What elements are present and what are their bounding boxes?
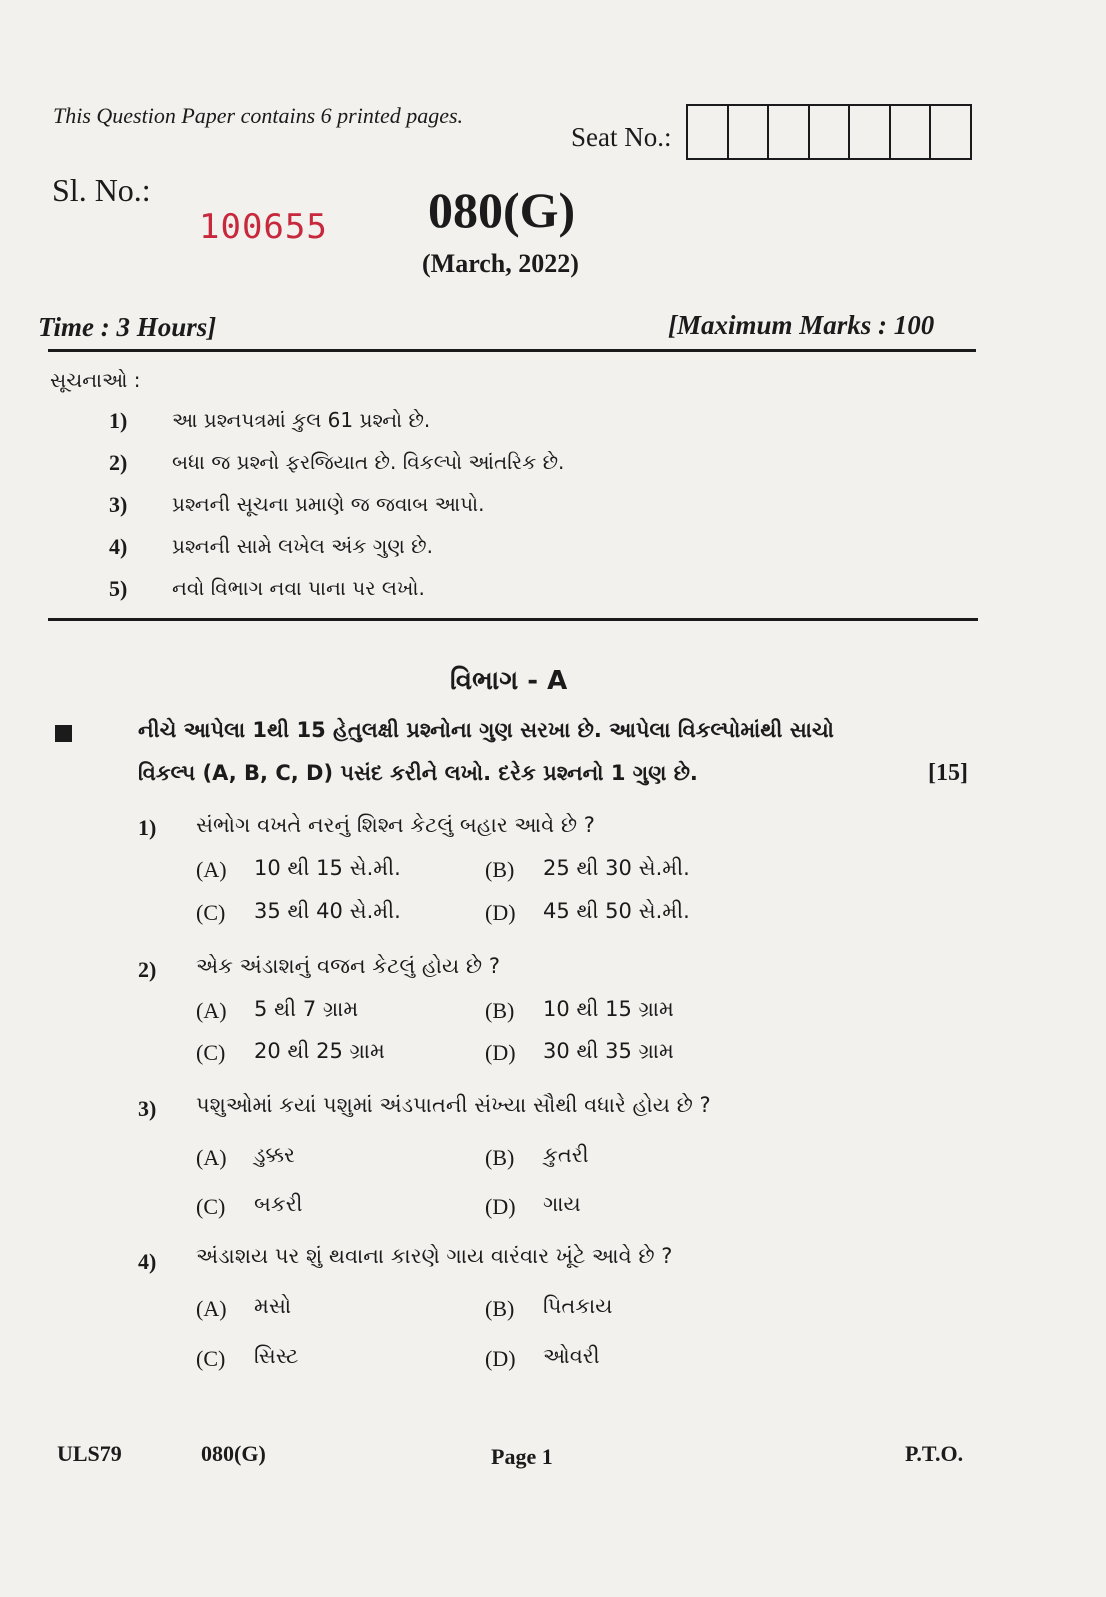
option-text: 30 થી 35 ગ્રામ bbox=[543, 1039, 674, 1063]
option-letter: (A) bbox=[196, 857, 227, 882]
option-text: 45 થી 50 સે.મી. bbox=[543, 899, 690, 923]
footer-paper-code: 080(G) bbox=[201, 1441, 266, 1466]
option-text: ડુક્કર bbox=[254, 1143, 295, 1167]
option-letter: (D) bbox=[485, 1194, 516, 1219]
seat-digit-box bbox=[810, 106, 851, 158]
seat-number-label: Seat No.: bbox=[571, 122, 672, 152]
option-letter: (C) bbox=[196, 1040, 226, 1065]
option-text: ગાય bbox=[543, 1192, 581, 1216]
instruction-text: બધા જ પ્રશ્નો ફરજિયાત છે. વિકલ્પો આંતરિક છે. bbox=[172, 450, 565, 474]
instruction-text: આ પ્રશ્નપત્રમાં કુલ 61 પ્રશ્નો છે. bbox=[172, 408, 431, 432]
option-letter: (D) bbox=[485, 1346, 516, 1371]
option-text: કુતરી bbox=[543, 1143, 589, 1167]
option-text: 35 થી 40 સે.મી. bbox=[254, 899, 401, 923]
serial-number-label: Sl. No.: bbox=[52, 172, 151, 208]
instruction-number: 4) bbox=[109, 534, 128, 559]
option-text: 10 થી 15 ગ્રામ bbox=[543, 997, 674, 1021]
paper-code: 080(G) bbox=[428, 182, 576, 238]
seat-digit-box bbox=[688, 106, 729, 158]
serial-number-stamp: 100655 bbox=[199, 207, 328, 247]
question-number: 3) bbox=[138, 1096, 157, 1121]
option-letter: (C) bbox=[196, 900, 226, 925]
footer-batch-code: ULS79 bbox=[57, 1441, 122, 1466]
option-text: પિતકાય bbox=[543, 1294, 613, 1318]
instruction-text: પ્રશ્નની સૂચના પ્રમાણે જ જવાબ આપો. bbox=[172, 492, 485, 516]
option-letter: (B) bbox=[485, 1296, 515, 1321]
seat-digit-box bbox=[850, 106, 891, 158]
instruction-number: 2) bbox=[109, 450, 128, 475]
instructions-heading: સૂચનાઓ : bbox=[50, 368, 141, 392]
option-letter: (C) bbox=[196, 1346, 226, 1371]
option-letter: (B) bbox=[485, 857, 515, 882]
option-letter: (C) bbox=[196, 1194, 226, 1219]
option-letter: (B) bbox=[485, 998, 515, 1023]
option-letter: (A) bbox=[196, 1296, 227, 1321]
square-bullet-icon bbox=[55, 725, 72, 742]
section-title: વિભાગ - A bbox=[450, 666, 568, 696]
instruction-number: 1) bbox=[109, 408, 128, 433]
instruction-number: 3) bbox=[109, 492, 128, 517]
option-text: મસો bbox=[254, 1294, 292, 1318]
maximum-marks: [Maximum Marks : 100 bbox=[668, 310, 935, 340]
question-number: 1) bbox=[138, 815, 157, 840]
option-letter: (B) bbox=[485, 1145, 515, 1170]
option-text: 10 થી 15 સે.મી. bbox=[254, 856, 401, 880]
divider bbox=[48, 618, 978, 621]
page-number: Page 1 bbox=[491, 1444, 553, 1469]
option-letter: (D) bbox=[485, 1040, 516, 1065]
option-text: 20 થી 25 ગ્રામ bbox=[254, 1039, 385, 1063]
option-text: સિસ્ટ bbox=[254, 1344, 299, 1368]
question-text: સંભોગ વખતે નરનું શિશ્ન કેટલું બહાર આવે છે ? bbox=[196, 813, 595, 837]
question-number: 2) bbox=[138, 957, 157, 982]
option-text: બકરી bbox=[254, 1192, 303, 1216]
question-number: 4) bbox=[138, 1249, 157, 1274]
option-letter: (D) bbox=[485, 900, 516, 925]
seat-number-boxes bbox=[686, 104, 972, 160]
seat-digit-box bbox=[891, 106, 932, 158]
instruction-number: 5) bbox=[109, 576, 128, 601]
page-count-note: This Question Paper contains 6 printed pages. bbox=[53, 103, 464, 128]
instruction-text: પ્રશ્નની સામે લખેલ અંક ગુણ છે. bbox=[172, 534, 434, 558]
seat-digit-box bbox=[769, 106, 810, 158]
please-turn-over: P.T.O. bbox=[905, 1441, 964, 1466]
option-text: ઓવરી bbox=[543, 1344, 600, 1368]
question-text: પશુઓમાં કયાં પશુમાં અંડપાતની સંખ્યા સૌથી વધારે હોય છે ? bbox=[196, 1093, 711, 1117]
exam-date: (March, 2022) bbox=[422, 249, 579, 278]
time-allowed: Time : 3 Hours] bbox=[38, 312, 217, 342]
section-directions: વિકલ્પ (A, B, C, D) પસંદ કરીને લખો. દરેક પ્રશ્નનો 1 ગુણ છે. bbox=[138, 761, 698, 785]
section-marks: [15] bbox=[928, 760, 968, 786]
option-text: 5 થી 7 ગ્રામ bbox=[254, 997, 359, 1021]
question-text: એક અંડાશનું વજન કેટલું હોય છે ? bbox=[196, 954, 500, 978]
option-letter: (A) bbox=[196, 1145, 227, 1170]
question-text: અંડાશય પર શું થવાના કારણે ગાય વારંવાર ખૂંટે આવે છે ? bbox=[196, 1244, 673, 1268]
instruction-text: નવો વિભાગ નવા પાના પર લખો. bbox=[172, 576, 425, 600]
section-directions: નીચે આપેલા 1થી 15 હેતુલક્ષી પ્રશ્નોના ગુણ સરખા છે. આપેલા વિકલ્પોમાંથી સાચો bbox=[138, 718, 834, 742]
seat-digit-box bbox=[931, 106, 970, 158]
option-letter: (A) bbox=[196, 998, 227, 1023]
option-text: 25 થી 30 સે.મી. bbox=[543, 856, 690, 880]
seat-digit-box bbox=[729, 106, 770, 158]
divider bbox=[48, 349, 976, 352]
